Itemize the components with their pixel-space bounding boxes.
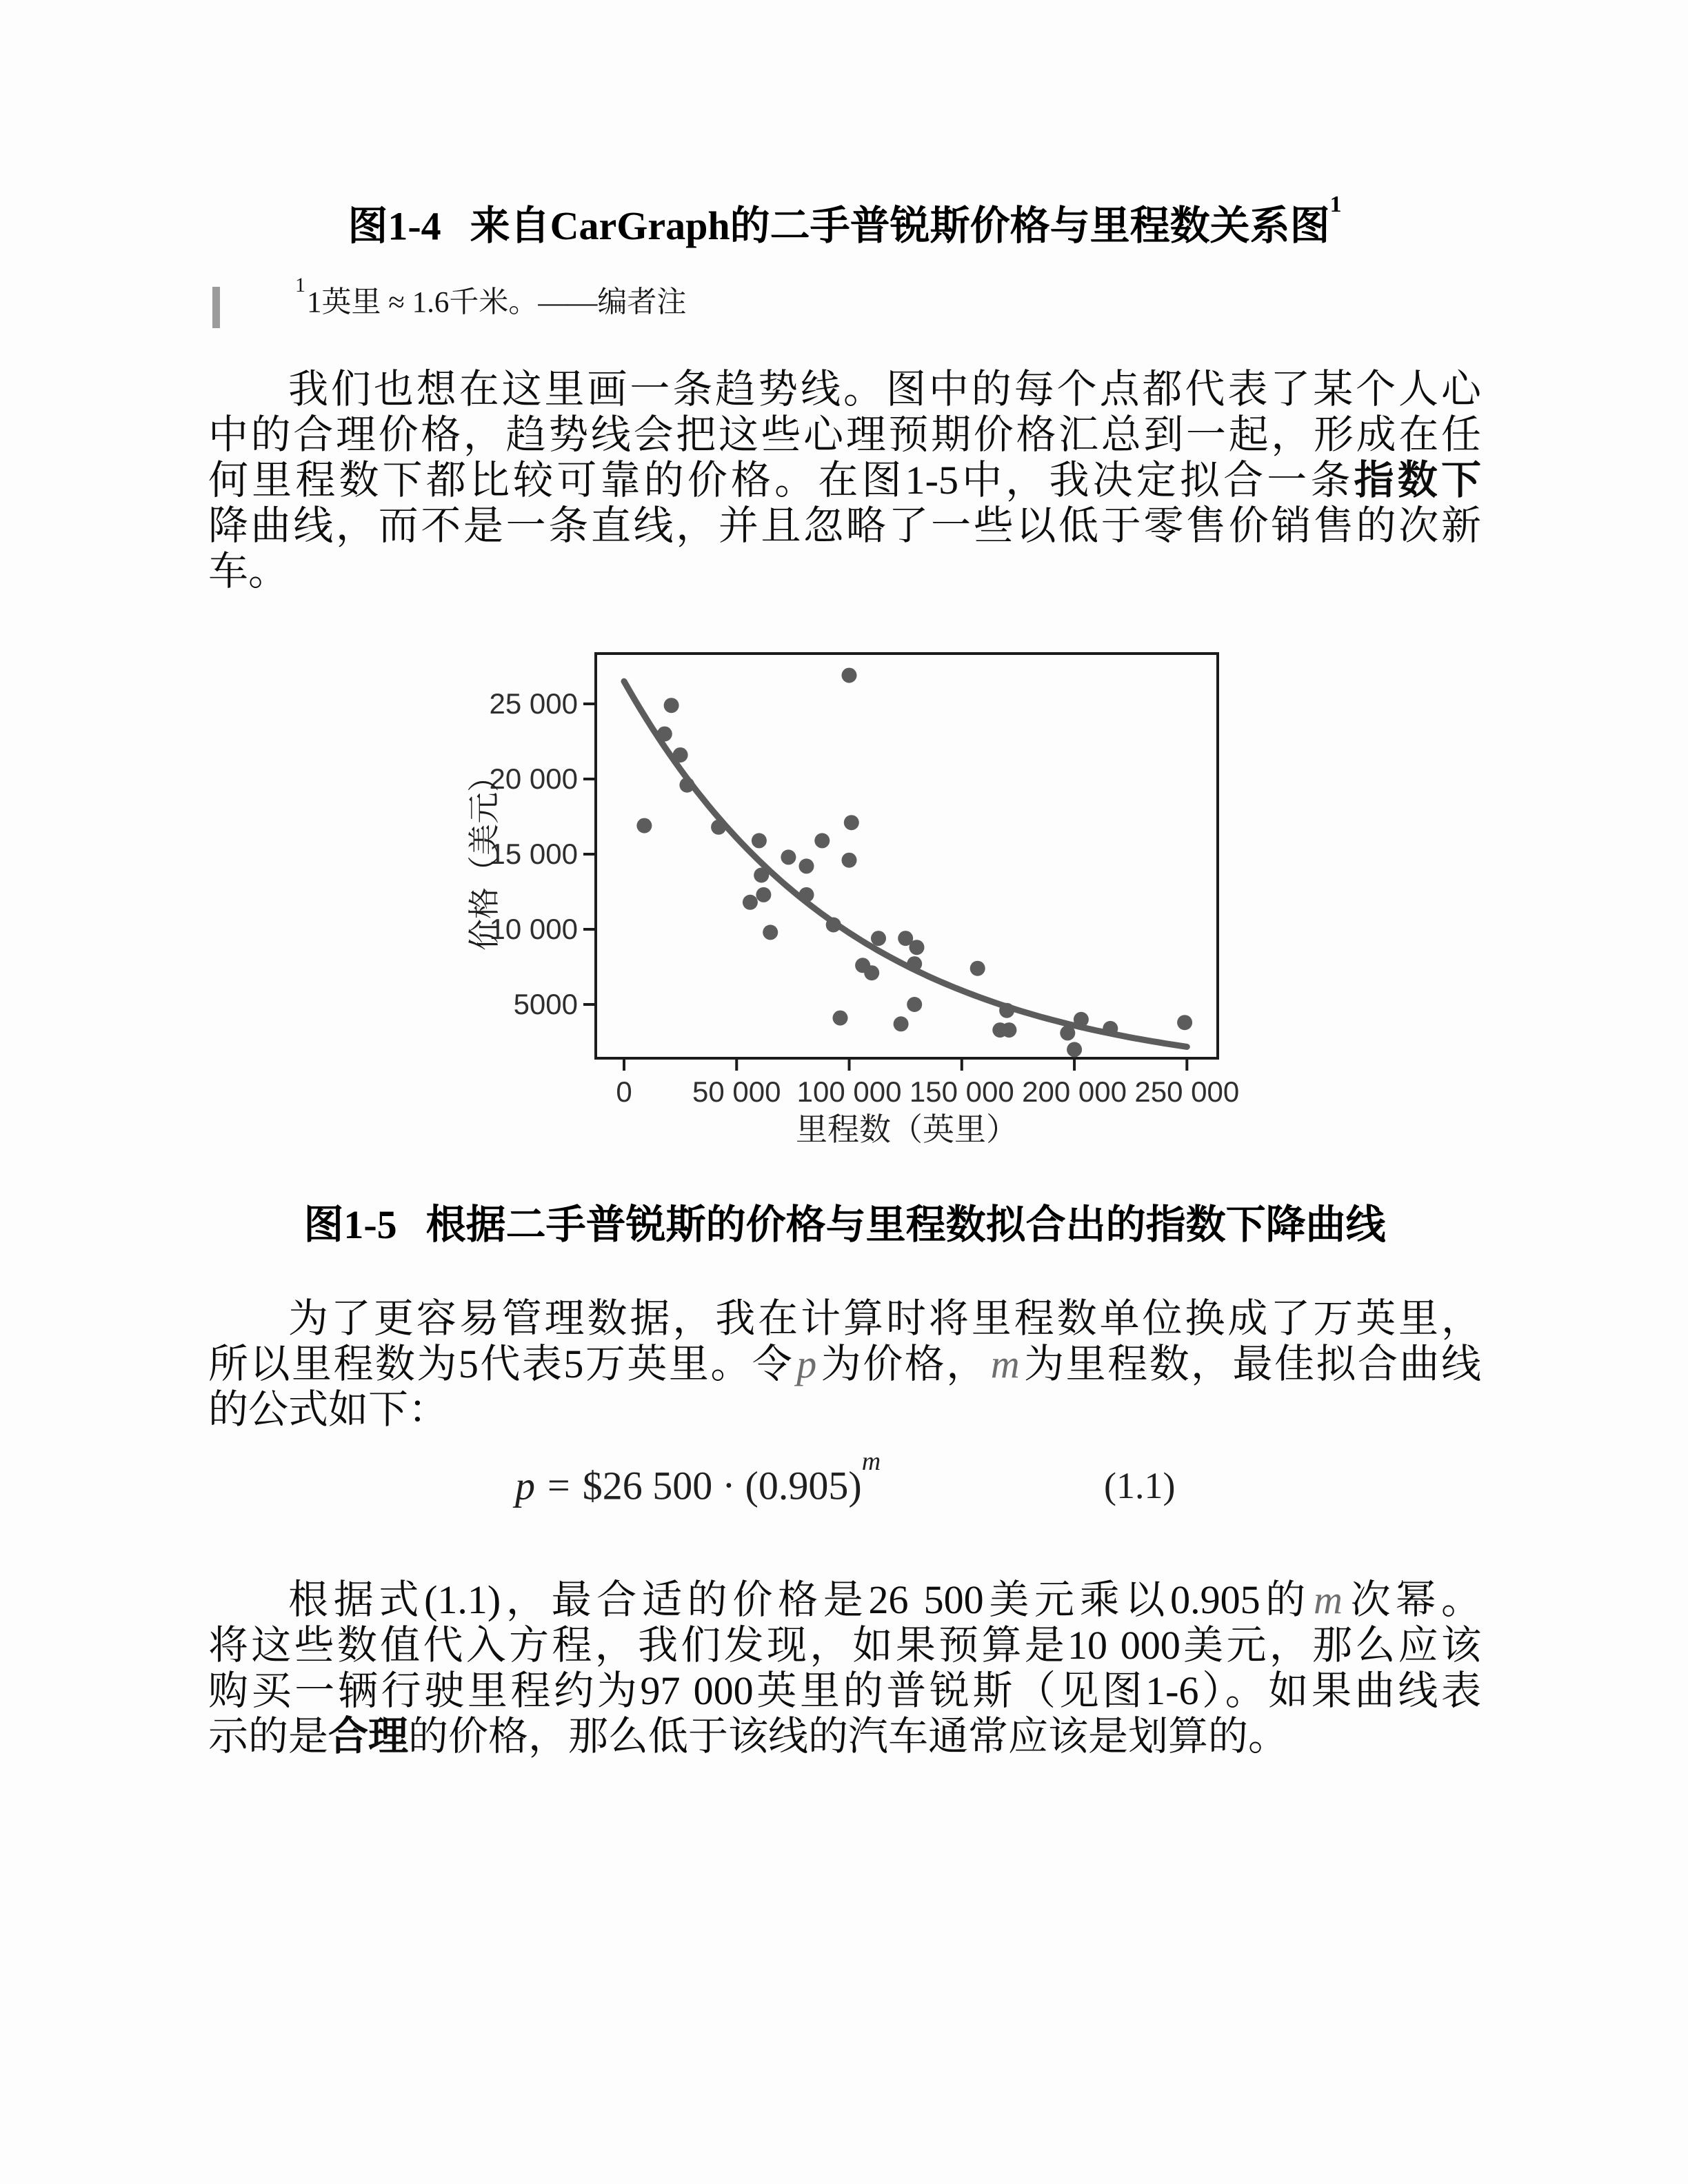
text-line (208, 549, 1481, 594)
paragraph-1 (208, 367, 1481, 594)
text-line (208, 503, 1481, 549)
data-point (1074, 1012, 1089, 1027)
text-line (208, 367, 1481, 412)
text-line (208, 1623, 1481, 1668)
text-segment: 何里程数下都比较可靠的价格。在图1-5中，我决定拟合一条 (208, 458, 1354, 503)
data-point (657, 727, 672, 742)
footnote-text: 1英里 ≈ 1.6千米。——编者注 (307, 286, 687, 319)
figure-1-5-title: 根据二手普锐斯的价格与里程数拟合出的指数下降曲线 (425, 1202, 1386, 1247)
data-point (907, 956, 922, 971)
data-point (844, 815, 859, 830)
data-point (679, 778, 694, 793)
text-segment: 车。 (208, 549, 289, 594)
data-point (910, 940, 925, 955)
data-point (756, 887, 771, 902)
equation-value: $26 500 (582, 1463, 713, 1508)
data-point (1067, 1042, 1082, 1057)
equation-body (515, 1447, 881, 1508)
x-tick-label: 100 000 (796, 1075, 902, 1108)
data-point (799, 887, 814, 902)
y-tick-label: 15 000 (489, 838, 578, 870)
x-axis-title: 里程数（英里） (796, 1111, 1018, 1147)
text-segment: 示的是 (208, 1714, 329, 1759)
math-var-m: m (990, 1342, 1020, 1386)
y-tick-label: 5000 (513, 988, 578, 1020)
data-point (970, 961, 985, 976)
bold-term: 合理 (328, 1714, 409, 1759)
text-segment: 为里程数，最佳拟合曲线 (1022, 1342, 1481, 1386)
figure-1-4-caption (208, 194, 1481, 250)
footnote-reference: 1 (1329, 192, 1342, 217)
data-point (1177, 1015, 1192, 1030)
data-point (842, 853, 857, 868)
equation-1-1 (208, 1448, 1481, 1544)
data-point (1001, 1022, 1016, 1038)
data-point (636, 818, 652, 833)
figure-1-5-label: 图1-5 (303, 1202, 397, 1247)
plot-border (596, 654, 1218, 1058)
data-point (1060, 1025, 1075, 1040)
footnote-quote-bar (212, 287, 220, 328)
equation-lhs: p (515, 1463, 535, 1508)
equation-number: (1.1) (1104, 1465, 1176, 1506)
text-segment: 我们也想在这里画一条趋势线。图中的每个点都代表了某个人心 (288, 367, 1481, 412)
data-point (781, 849, 796, 865)
scatter-chart (441, 641, 1241, 1151)
footnote-marker: 1 (295, 274, 305, 296)
text-segment: 将这些数值代入方程，我们发现，如果预算是10 000美元，那么应该 (208, 1623, 1481, 1668)
text-line (208, 412, 1481, 458)
figure-1-5-caption (208, 1201, 1481, 1249)
text-line (208, 1342, 1481, 1387)
text-line (208, 1296, 1481, 1342)
math-var-m: m (1314, 1577, 1343, 1622)
text-segment: 根据式(1.1)，最合适的价格是26 500美元乘以0.905的 (288, 1577, 1312, 1622)
paragraph-2 (208, 1296, 1481, 1433)
text-line (208, 458, 1481, 503)
math-var-p: p (796, 1342, 817, 1386)
x-tick-label: 200 000 (1022, 1075, 1127, 1108)
text-segment: 降曲线，而不是一条直线，并且忽略了一些以低于零售价销售的次新 (208, 503, 1481, 548)
trend-curve (624, 681, 1187, 1046)
text-line (208, 1577, 1481, 1623)
text-segment: 为了更容易管理数据，我在计算时将里程数单位换成了万英里， (288, 1296, 1481, 1341)
data-point (864, 965, 879, 980)
footnote-body (208, 273, 686, 325)
text-line (208, 1714, 1481, 1759)
data-point (833, 1011, 848, 1026)
data-point (907, 997, 922, 1012)
data-point (743, 895, 758, 910)
data-point (826, 918, 841, 933)
text-line (208, 1668, 1481, 1714)
data-point (752, 833, 767, 848)
text-segment: 为价格， (819, 1342, 988, 1386)
paragraph-3 (208, 1577, 1481, 1759)
data-point (664, 698, 679, 713)
figure-1-4-title: 来自CarGraph的二手普锐斯价格与里程数关系图 (470, 203, 1330, 249)
x-tick-label: 250 000 (1134, 1075, 1240, 1108)
equation-base: (0.905) (745, 1463, 862, 1508)
bold-term: 指数下 (1354, 458, 1481, 503)
data-point (842, 668, 857, 683)
data-point (999, 1003, 1014, 1018)
y-tick-label: 10 000 (489, 913, 578, 945)
x-tick-label: 150 000 (909, 1075, 1014, 1108)
x-tick-label: 50 000 (692, 1075, 781, 1108)
figure-1-4-label: 图1-4 (348, 203, 441, 249)
data-point (814, 833, 830, 848)
text-segment: 所以里程数为5代表5万英里。令 (208, 1342, 794, 1386)
data-point (1103, 1021, 1118, 1036)
y-tick-label: 20 000 (489, 762, 578, 795)
text-segment: 中的合理价格，趋势线会把这些心理预期价格汇总到一起，形成在任 (208, 412, 1481, 457)
data-point (754, 868, 769, 883)
text-segment: 购买一辆行驶里程约为97 000英里的普锐斯（见图1-6）。如果曲线表 (208, 1668, 1481, 1713)
equation-equals: = (547, 1463, 570, 1508)
text-line (208, 1387, 1481, 1433)
y-tick-label: 25 000 (489, 687, 578, 720)
data-point (894, 1016, 909, 1031)
text-segment: 次幂。 (1345, 1577, 1481, 1622)
data-point (673, 747, 688, 762)
data-point (871, 931, 886, 946)
y-axis-title: 价格（美元） (466, 760, 502, 951)
equation-times-dot: · (722, 1463, 736, 1508)
data-point (799, 858, 814, 873)
equation-exponent: m (861, 1447, 881, 1476)
data-point (711, 820, 726, 835)
figure-1-5-chart (441, 641, 1241, 1151)
footnote (208, 273, 1481, 325)
data-point (763, 924, 778, 940)
text-segment: 的价格，那么低于该线的汽车通常应该是划算的。 (408, 1714, 1289, 1759)
x-tick-label: 0 (616, 1075, 632, 1108)
text-segment: 的公式如下： (208, 1387, 449, 1432)
